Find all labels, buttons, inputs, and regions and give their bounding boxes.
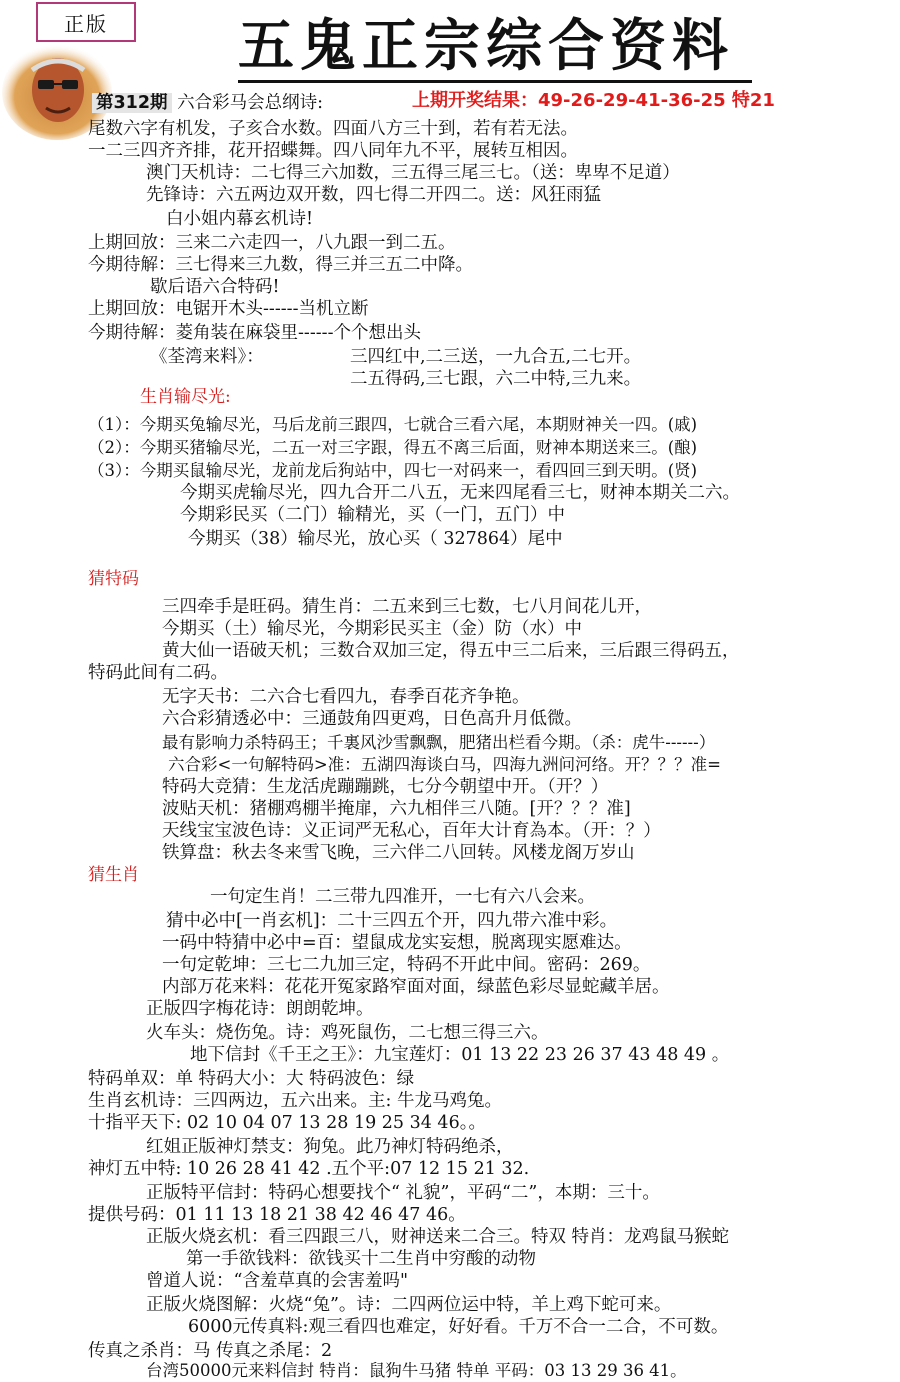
text-line: 波贴天机：猪棚鸡棚半掩扉，六九相伴三八随。[开？？？准] bbox=[162, 799, 631, 819]
text-line: 最有影响力杀特码王；千裏风沙雪飘飘，肥猪出栏看今期。（杀：虎牛------） bbox=[162, 733, 716, 752]
text-line: 特码此间有二码。 bbox=[88, 663, 228, 683]
poem-title: 六合彩马会总纲诗: bbox=[177, 93, 324, 113]
text-line: 上期回放：三来二六走四一，八九跟一到二五。 bbox=[88, 233, 456, 253]
text-line: 无字天书：二六合七看四九，春季百花齐争艳。 bbox=[162, 687, 530, 707]
text-line: 六合彩<一句解特码>准：五湖四海谈白马，四海九洲问河络。开？？？准= bbox=[168, 755, 721, 774]
last-draw-result: 上期开奖结果：49-26-29-41-36-25 特21 bbox=[412, 90, 775, 111]
text-line: 上期回放：电锯开木头------当机立断 bbox=[88, 299, 369, 319]
text-line: 6000元传真料:观三看四也难定，好好看。千万不合一二合，不可数。 bbox=[188, 1317, 729, 1337]
text-line: 十指平天下: 02 10 04 07 13 28 19 25 34 46。。 bbox=[88, 1113, 486, 1133]
text-line: 一句定生肖！二三带九四准开，一七有六八会来。 bbox=[210, 887, 595, 907]
text-line: 一句定乾坤：三七二九加三定，特码不开此中间。密码：269。 bbox=[162, 955, 651, 975]
issue-number: 第312期 bbox=[92, 93, 172, 113]
text-line: 黄大仙一语破天机；三数合双加三定，得五中三二后来，三后跟三得码五， bbox=[162, 641, 740, 661]
section-heading: 生肖输尽光: bbox=[140, 387, 231, 407]
page-title: 五鬼正宗综合资料 bbox=[238, 13, 734, 79]
text-line: 正版四字梅花诗：朗朗乾坤。 bbox=[146, 999, 374, 1019]
text-line: （3）：今期买鼠输尽光，龙前龙后狗站中，四七一对码来一，看四回三到天明。(贤) bbox=[88, 461, 698, 480]
authentic-badge: 正版 bbox=[36, 2, 136, 42]
text-line: 白小姐内幕玄机诗! bbox=[166, 209, 314, 229]
text-line: 一码中特猜中必中=百：望鼠成龙实妄想，脱离现实愿难达。 bbox=[162, 933, 632, 953]
text-line: 正版火烧图解：火烧“兔”。诗：二四两位运中特，羊上鸡下蛇可来。 bbox=[146, 1295, 672, 1315]
text-line: 尾数六字有机发，子亥合水数。四面八方三十到，若有若无法。 bbox=[88, 119, 578, 139]
text-line: （2）：今期买猪输尽光，二五一对三字跟，得五不离三后面，财神本期送来三。(酿) bbox=[88, 438, 698, 457]
text-line: 地下信封《千王之王》：九宝莲灯：01 13 22 23 26 37 43 48 49 。 bbox=[190, 1045, 730, 1065]
text-line: 澳门天机诗：二七得三六加数，三五得三尾三七。（送：卑卑不足道） bbox=[146, 163, 680, 183]
section-heading: 猜生肖 bbox=[88, 865, 139, 885]
text-line: 提供号码：01 11 13 18 21 38 42 46 47 46。 bbox=[88, 1205, 466, 1225]
text-line: 曾道人说：“含羞草真的会害羞吗" bbox=[146, 1271, 408, 1291]
text-line: 正版特平信封：特码心想要找个“ 礼貌”，平码“二”，本期：三十。 bbox=[146, 1183, 660, 1203]
text-line: 铁算盘：秋去冬来雪飞晚，三六伴二八回转。风楼龙阁万岁山 bbox=[162, 843, 635, 863]
text-line: 今期买（土）输尽光，今期彩民买主（金）防（水）中 bbox=[162, 619, 582, 639]
text-line: 三四牵手是旺码。猜生肖：二五来到三七数，七八月间花儿开， bbox=[162, 597, 652, 617]
text-line: 传真之杀肖：马 传真之杀尾：2 bbox=[88, 1341, 333, 1361]
text-line: 今期买（38）输尽光，放心买（ 327864）尾中 bbox=[188, 529, 563, 549]
text-line: 今期买虎输尽光，四九合开二八五，无来四尾看三七，财神本期关二六。 bbox=[180, 483, 740, 503]
text-line: 六合彩猜透必中：三通鼓角四更鸡，日色高升月低微。 bbox=[162, 709, 582, 729]
text-line: 正版火烧玄机：看三四跟三八，财神送来二合三。特双 特肖：龙鸡鼠马猴蛇 bbox=[146, 1227, 730, 1247]
text-line: 歇后语六合特码! bbox=[150, 277, 280, 297]
text-line: 天线宝宝波色诗：义正词严无私心，百年大计育為本。（开：？） bbox=[162, 821, 661, 841]
text-line: 二五得码,三七跟，六二中特,三九来。 bbox=[350, 369, 642, 389]
section-heading: 猜特码 bbox=[88, 569, 139, 589]
text-line: 今期待解：三七得来三九数，得三并三五二中降。 bbox=[88, 255, 473, 275]
text-line: 神灯五中特: 10 26 28 41 42 .五个平:07 12 15 21 32. bbox=[88, 1159, 530, 1179]
text-line: 猜中必中[一肖玄机]：二十三四五个开，四九带六准中彩。 bbox=[166, 911, 618, 931]
text-line: （1）：今期买兔输尽光，马后龙前三跟四，七就合三看六尾，本期财神关一四。(戚) bbox=[88, 415, 698, 434]
text-line: 生肖玄机诗：三四两边，五六出来。主: 牛龙马鸡兔。 bbox=[88, 1091, 502, 1111]
text-line: 第一手欲钱料：欲钱买十二生肖中穷酸的动物 bbox=[186, 1249, 536, 1269]
text-line: 红姐正版神灯禁支：狗兔。此乃神灯特码绝杀， bbox=[146, 1137, 514, 1157]
text-line: 今期彩民买（二门）输精光，买（一门，五门）中 bbox=[180, 505, 565, 525]
text-line: 先锋诗：六五两边双开数，四七得二开四二。送：风狂雨猛 bbox=[146, 185, 601, 205]
text-line: 内部万花来料：花花开冤家路窄面对面，绿蓝色彩尽显蛇藏羊居。 bbox=[162, 977, 670, 997]
text-line: 三四红中,二三送，一九合五,二七开。 bbox=[350, 347, 642, 367]
text-line: 特码单双：单 特码大小：大 特码波色：绿 bbox=[88, 1069, 415, 1089]
text-line: 《荃湾来料》： bbox=[150, 347, 264, 367]
issue-header bbox=[92, 92, 323, 114]
text-line: 今期待解：菱角装在麻袋里------个个想出头 bbox=[88, 323, 421, 343]
text-line: 特码大竞猜：生龙活虎蹦蹦跳，七分今朝望中开。（开？） bbox=[162, 777, 609, 797]
title-underline bbox=[238, 80, 752, 83]
text-line: 一二三四齐齐排，花开招蝶舞。四八同年九不平，展转互相因。 bbox=[88, 141, 578, 161]
text-line: 火车头：烧伤兔。诗：鸡死鼠伤，二七想三得三六。 bbox=[146, 1023, 549, 1043]
text-line: 台湾50000元来料信封 特肖：鼠狗牛马猪 特单 平码：03 13 29 36 41。 bbox=[146, 1361, 687, 1380]
